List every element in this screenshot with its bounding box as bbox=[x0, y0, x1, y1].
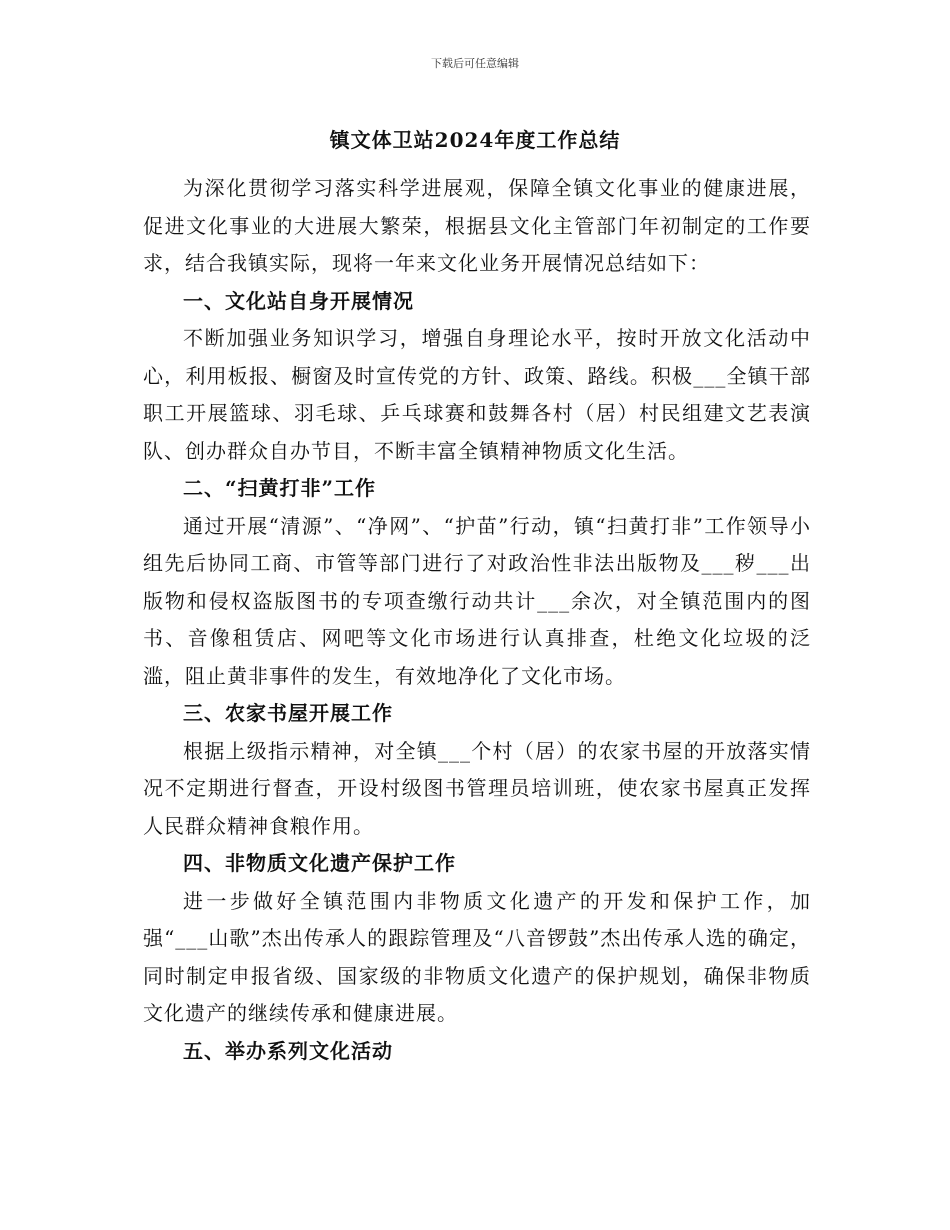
section-paragraph: 不断加强业务知识学习，增强自身理论水平，按时开放文化活动中心，利用板报、橱窗及时宣传党的方针、政策、路线。积极___全镇干部职工开展篮球、羽毛球、乒乓球赛和鼓舞各村（居）村民组建文艺表演队、创办群众自办节目，不断丰富全镇精神物质文化生活。 bbox=[143, 326, 811, 463]
section-heading: 五、举办系列文化活动 bbox=[183, 1038, 393, 1063]
section-heading: 一、文化站自身开展情况 bbox=[183, 288, 414, 313]
section-paragraph: 通过开展“清源”、“净网”、“护苗”行动，镇“扫黄打非”工作领导小组先后协同工商、市管等部门进行了对政治性非法出版物及___秽___出版物和侵权盗版图书的专项查缴行动共计___余次，对全镇范围内的图书、音像租赁店、网吧等文化市场进行认真排查，杜绝文化垃圾的泛滥，阻止黄非事件的发生，有效地净化了文化市场。 bbox=[143, 513, 811, 688]
intro-paragraph: 为深化贯彻学习落实科学进展观，保障全镇文化事业的健康进展，促进文化事业的大进展大繁荣，根据县文化主管部门年初制定的工作要求，结合我镇实际，现将一年来文化业务开展情况总结如下： bbox=[143, 176, 811, 275]
document-title: 镇文体卫站2024年度工作总结 bbox=[329, 128, 621, 152]
section-heading: 四、非物质文化遗产保护工作 bbox=[183, 851, 456, 875]
document-body bbox=[143, 170, 811, 1070]
section-heading: 二、“扫黄打非”工作 bbox=[183, 476, 377, 500]
header-note: 下载后可任意编辑 bbox=[431, 57, 519, 70]
section-heading: 三、农家书屋开展工作 bbox=[183, 701, 393, 725]
section-paragraph: 根据上级指示精神，对全镇___个村（居）的农家书屋的开放落实情况不定期进行督查，开设村级图书管理员培训班，使农家书屋真正发挥人民群众精神食粮作用。 bbox=[143, 738, 811, 838]
section-paragraph: 进一步做好全镇范围内非物质文化遗产的开发和保护工作，加强“___山歌”杰出传承人的跟踪管理及“八音锣鼓”杰出传承人选的确定，同时制定申报省级、国家级的非物质文化遗产的保护规划，确保非物质文化遗产的继续传承和健康进展。 bbox=[143, 888, 811, 1025]
